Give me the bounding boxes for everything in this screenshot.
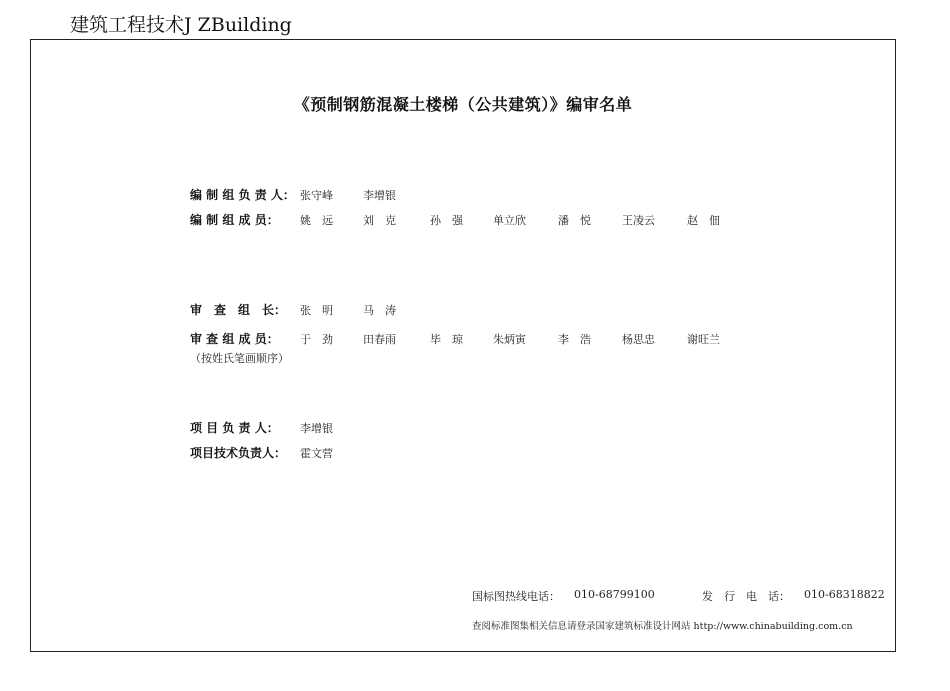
website-info: 查阅标准图集相关信息请登录国家建筑标准设计网站 http://www.chinabuilding.com.cn — [472, 621, 853, 632]
compile-member-name: 姚 远 — [300, 214, 333, 227]
review-members-label: 审 查 组 成 员： — [190, 332, 279, 346]
review-member-name: 李 浩 — [558, 333, 591, 346]
compile-member-name: 潘 悦 — [558, 214, 591, 227]
compile-member-name: 赵 佃 — [687, 214, 720, 227]
compile-lead-label: 编 制 组 负 责 人： — [190, 188, 295, 202]
review-lead-name: 马 涛 — [363, 304, 396, 317]
hotline-label: 国标图热线电话： — [472, 590, 560, 603]
review-member-name: 田春雨 — [363, 333, 396, 346]
review-member-name: 于 劲 — [300, 333, 333, 346]
issue-phone-label: 发 行 电 话： — [702, 590, 790, 603]
project-tech-lead-label: 项目技术负责人： — [190, 446, 287, 460]
document-frame — [30, 39, 896, 652]
watermark-text: 建筑工程技术J ZBuilding — [70, 14, 292, 36]
compile-member-name: 孙 强 — [430, 214, 463, 227]
review-lead-label: 审 查 组 长： — [190, 303, 287, 317]
compile-lead-name: 张守峰 — [300, 189, 333, 202]
project-tech-lead-name: 霍文营 — [300, 447, 333, 460]
project-lead-label: 项 目 负 责 人： — [190, 421, 279, 435]
review-member-name: 朱炳寅 — [493, 333, 526, 346]
issue-phone-number: 010-68318822 — [804, 588, 885, 601]
hotline-number: 010-68799100 — [574, 588, 655, 601]
review-lead-name: 张 明 — [300, 304, 333, 317]
project-lead-name: 李增银 — [300, 422, 333, 435]
compile-member-name: 单立欣 — [493, 214, 526, 227]
compile-member-name: 王凌云 — [622, 214, 655, 227]
document-title: 《预制钢筋混凝土楼梯（公共建筑）》编审名单 — [293, 95, 633, 114]
review-member-name: 谢旺兰 — [687, 333, 720, 346]
ordering-note: （按姓氏笔画顺序） — [190, 352, 289, 365]
compile-members-label: 编 制 组 成 员： — [190, 213, 279, 227]
review-member-name: 毕 琼 — [430, 333, 463, 346]
compile-lead-name: 李增银 — [363, 189, 396, 202]
compile-member-name: 刘 克 — [363, 214, 396, 227]
review-member-name: 杨思忠 — [622, 333, 655, 346]
